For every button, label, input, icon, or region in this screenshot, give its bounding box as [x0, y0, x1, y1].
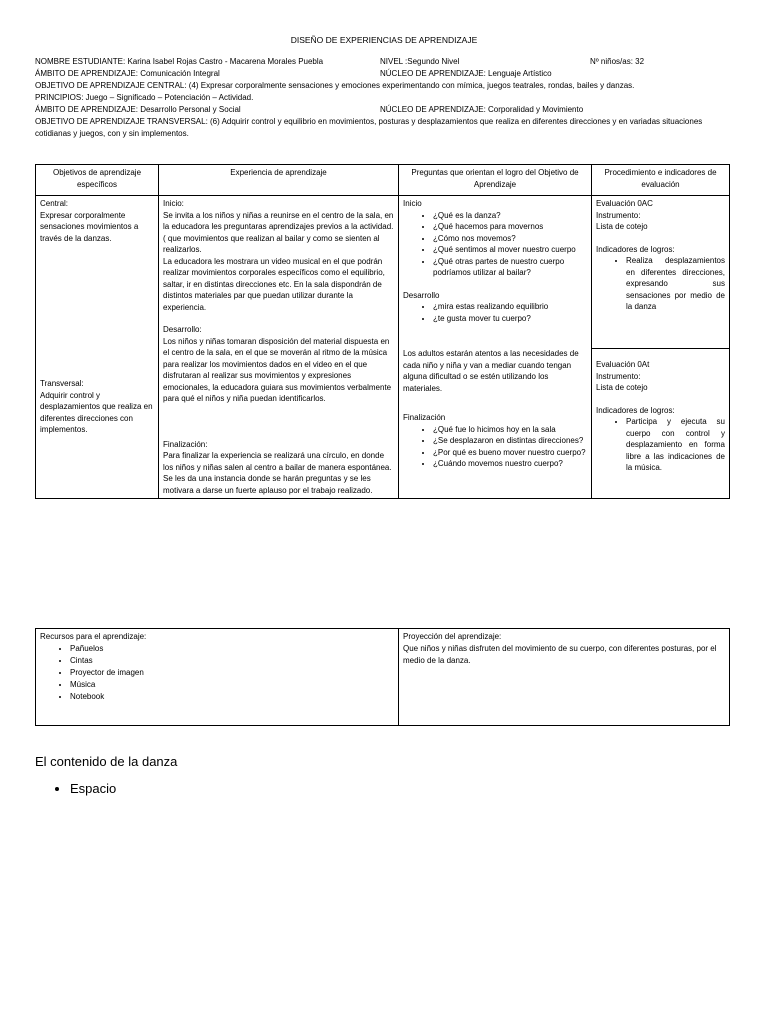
eval1-title: Evaluación 0AC — [596, 199, 653, 208]
adultos-text: Los adultos estarán atentos a las necesidades de cada niño y niña y van a mediar cuando tengan alguna dificultad o se estén utilizando los materiales. — [403, 349, 579, 393]
inicio-text: Se invita a los niños y niñas a reunirse en el centro de la sala, en la educadora les preguntaras aprendizajes previos a la actividad.( que movimientos que realizan al bailar y como se sienten al realizarlos. — [163, 210, 394, 254]
central-label: Central: — [40, 199, 69, 208]
objetivo-central: OBJETIVO DE APRENDIZAJE CENTRAL: (4) Expresar corporalmente sensaciones y emociones experimentando con mímica, juegos teatrales, rondas, bailes y danzas. — [35, 81, 635, 90]
eval2-indicators-list — [596, 416, 725, 474]
list-item: • Realiza desplazamientos en diferentes direcciones, expresando sus sensaciones por medio de la danza — [626, 255, 725, 313]
list-item: • Proyector de imagen — [70, 667, 394, 679]
experience-table — [35, 164, 730, 499]
list-item: • Música — [70, 679, 394, 691]
central-objective: Expresar corporalmente sensaciones movimientos a través de la danzas. — [40, 210, 139, 243]
list-item: • ¿Se desplazaron en distintas direcciones? — [433, 435, 587, 447]
resources-cell — [36, 629, 399, 726]
eval2-indicators-label: Indicadores de logros: — [596, 405, 675, 415]
inicio-text-2: La educadora les mostrara un video musical en el que podrán realizar movimientos corporales específicos como el equilibrio, saltar, ir en distintas direcciones etc. En la sala dispondrán de distintos materiales par que puedan utilizar durante la experiencia. — [163, 256, 385, 312]
nucleo: NÚCLEO DE APRENDIZAJE: Lenguaje Artístico — [380, 69, 552, 78]
content-list — [35, 781, 116, 796]
nucleo-2: NÚCLEO DE APRENDIZAJE: Corporalidad y Movimiento — [380, 105, 584, 114]
objectives-cell — [36, 196, 159, 499]
projection-text: Que niños y niñas disfruten del movimiento de su cuerpo, con diferentes posturas, por el medio de la danza. — [403, 644, 717, 665]
list-item: • Cintas — [70, 655, 394, 667]
resources-label: Recursos para el aprendizaje: — [40, 632, 147, 641]
eval2-tool: Lista de cotejo — [596, 383, 648, 392]
projection-cell — [399, 629, 730, 726]
list-item: • ¿Por qué es bueno mover nuestro cuerpo? — [433, 447, 587, 459]
list-item: • ¿Qué otras partes de nuestro cuerpo podríamos utilizar al bailar? — [433, 256, 587, 279]
transversal-label: Transversal: — [40, 379, 84, 388]
content-heading: El contenido de la danza — [35, 754, 178, 769]
table-row — [36, 629, 730, 726]
list-item: • ¿Cómo nos movemos? — [433, 233, 587, 245]
evaluation-cell-2 — [592, 349, 730, 499]
transversal-objective: Adquirir control y desplazamientos que realiza en diferentes direcciones con implementos. — [40, 390, 153, 434]
eval1-instrument: Instrumento: — [596, 210, 641, 220]
list-item: • ¿mira estas realizando equilibrio — [433, 301, 587, 313]
desarrollo-label: Desarrollo: — [163, 325, 202, 334]
eval1-indicators-list — [596, 255, 725, 313]
finalizacion-label: Finalización: — [163, 439, 208, 449]
principios: PRINCIPIOS: Juego – Significado – Potenciación – Actividad. — [35, 93, 254, 102]
objetivo-transversal: OBJETIVO DE APRENDIZAJE TRANSVERSAL: (6) Adquirir control y equilibrio en movimientos, posturas y desplazamientos que realiza en diferentes direcciones y en variadas situaciones cotidianas y juegos, con y sin implementos. — [35, 117, 703, 138]
resources-table — [35, 628, 730, 726]
desarrollo-text: Los niños y niñas tomaran disposición del material dispuesta en el centro de la sala, en el que se moverán al ritmo de la música para realizar los movimientos dados en el video en el que disfrutaran al realizar sus movimientos y expresiones emocionales, la educadora guiara sus movimientos verbalmente para qué el niños y niña puedan identificarlos. — [163, 336, 392, 403]
q-finalizacion-label: Finalización — [403, 413, 446, 422]
table-header-row — [36, 165, 730, 196]
resources-list — [40, 643, 394, 703]
list-item: • Participa y ejecuta su cuerpo con control y desplazamiento en forma libre a las indicaciones de la música. — [626, 416, 725, 474]
student-name: NOMBRE ESTUDIANTE: Karina Isabel Rojas Castro - Macarena Morales Puebla — [35, 57, 324, 66]
eval2-title: Evaluación 0At — [596, 360, 650, 369]
list-item: • ¿Cuándo movemos nuestro cuerpo? — [433, 458, 587, 470]
eval2-instrument: Instrumento: — [596, 371, 641, 381]
list-item: • ¿Qué sentimos al mover nuestro cuerpo — [433, 244, 587, 256]
evaluation-cell-1 — [592, 196, 730, 349]
meta-block — [35, 56, 735, 140]
questions-cell — [399, 196, 592, 499]
q-inicio-list — [403, 210, 587, 279]
q-desarrollo-label: Desarrollo — [403, 290, 440, 300]
header-experience: Experiencia de aprendizaje — [159, 165, 399, 196]
ambito: ÁMBITO DE APRENDIZAJE: Comunicación Integral — [35, 69, 220, 78]
header-questions: Preguntas que orientan el logro del Objetivo de Aprendizaje — [399, 165, 592, 196]
table-row — [36, 196, 730, 349]
list-item: • ¿Qué hacemos para movernos — [433, 221, 587, 233]
list-item: • Notebook — [70, 691, 394, 703]
experience-cell — [159, 196, 399, 499]
list-item: • Pañuelos — [70, 643, 394, 655]
header-evaluation: Procedimiento e indicadores de evaluación — [592, 165, 730, 196]
projection-label: Proyección del aprendizaje: — [403, 632, 502, 641]
list-item: • ¿te gusta mover tu cuerpo? — [433, 313, 587, 325]
q-desarrollo-list — [403, 301, 587, 324]
inicio-label: Inicio: — [163, 199, 184, 208]
eval1-indicators-label: Indicadores de logros: — [596, 244, 675, 254]
document-title: DISEÑO DE EXPERIENCIAS DE APRENDIZAJE — [290, 35, 478, 45]
finalizacion-text: Para finalizar la experiencia se realizará una círculo, en donde los niños y niñas salen al centro a bailar de manera espontánea. Se les da una instancia donde se harán preguntas y se les motivara a darse un fuerte aplauso por el trabajo realizado. — [163, 451, 392, 495]
q-finalizacion-list — [403, 424, 587, 470]
level: NIVEL :Segundo Nivel — [380, 57, 460, 66]
list-item: • ¿Qué fue lo hicimos hoy en la sala — [433, 424, 587, 436]
eval1-tool: Lista de cotejo — [596, 222, 648, 231]
list-item: • Espacio — [70, 781, 116, 796]
q-inicio-label: Inicio — [403, 199, 422, 208]
ambito-2: ÁMBITO DE APRENDIZAJE: Desarrollo Personal y Social — [35, 105, 241, 114]
list-item: • ¿Qué es la danza? — [433, 210, 587, 222]
children-count: Nº niños/as: 32 — [590, 57, 645, 66]
header-objectives: Objetivos de aprendizaje específicos — [36, 165, 159, 196]
